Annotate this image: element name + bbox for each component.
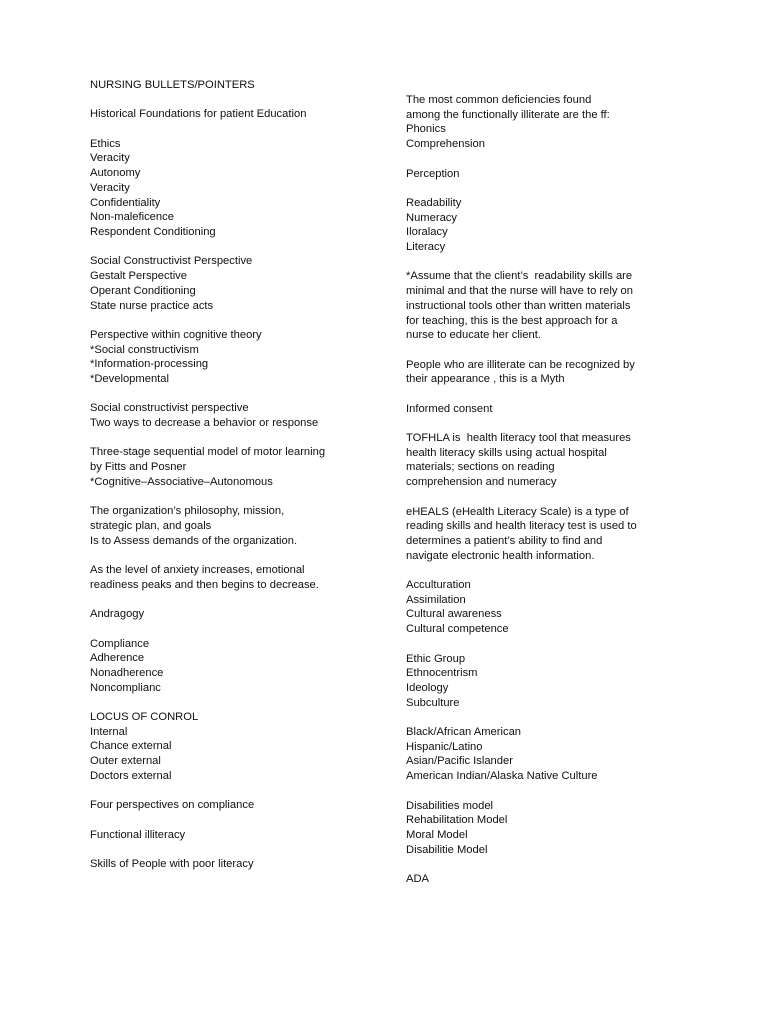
text-line: Black/African American <box>406 726 522 739</box>
text-line: Acculturation <box>406 579 471 592</box>
text-line: readiness peaks and then begins to decrease. <box>90 578 319 591</box>
text-line: Literacy <box>406 241 446 253</box>
blank-line <box>90 313 380 328</box>
text-line: People who are illiterate can be recognized by <box>406 358 635 371</box>
text-line: NURSING BULLETS/POINTERS <box>90 79 255 91</box>
text-line: determines a patient’s ability to find and <box>406 534 603 547</box>
text-line: their appearance , this is a Myth <box>406 373 565 386</box>
text-line: Skills of People with poor literacy <box>90 858 254 871</box>
text-line: Veracity <box>90 181 130 194</box>
text-line: Gestalt Perspective <box>90 270 188 283</box>
blank-line <box>90 695 380 710</box>
blank-line <box>90 592 380 607</box>
text-line: ADA <box>406 873 430 886</box>
blank-line <box>406 416 696 431</box>
text-line: health literacy skills using actual hospital <box>406 446 607 459</box>
text-line: Readability <box>406 196 462 209</box>
text-line: American Indian/Alaska Native Culture <box>406 770 598 783</box>
text-line: Cultural awareness <box>406 608 502 621</box>
text-line: Assimilation <box>406 593 466 606</box>
blank-line <box>406 387 696 402</box>
text-line: Asian/Pacific Islander <box>406 755 513 768</box>
blank-line <box>406 255 696 270</box>
text-line: comprehension and numeracy <box>406 476 557 489</box>
text-line: Veracity <box>90 152 130 165</box>
text-line: *Information-processing <box>90 358 209 371</box>
text-line: Iloralacy <box>406 226 448 239</box>
blank-line <box>406 784 696 799</box>
text-line: strategic plan, and goals <box>90 519 212 532</box>
text-line: The most common deficiencies found <box>406 94 592 106</box>
text-line: reading skills and health literacy test is used to <box>406 520 637 533</box>
blank-line <box>406 710 696 725</box>
text-line: *Assume that the client’s readability skills are <box>406 270 633 283</box>
text-line: Operant Conditioning <box>90 284 196 297</box>
text-line: Four perspectives on compliance <box>90 799 255 812</box>
text-line: Nonadherence <box>90 666 164 679</box>
blank-line <box>406 343 696 358</box>
blank-line <box>406 181 696 196</box>
text-line: materials; sections on reading <box>406 461 555 474</box>
text-line: Chance external <box>90 740 172 753</box>
blank-line <box>90 490 380 505</box>
text-line: Two ways to decrease a behavior or response <box>90 417 319 430</box>
right-column <box>406 93 696 887</box>
text-line: TOFHLA is health literacy tool that measures <box>406 432 631 445</box>
text-line: Adherence <box>90 652 145 665</box>
text-line: Informed consent <box>406 402 493 415</box>
text-line: Confidentiality <box>90 196 161 209</box>
blank-line <box>406 152 696 167</box>
blank-line <box>90 622 380 637</box>
text-line: Social Constructivist Perspective <box>90 255 253 268</box>
text-line: Perception <box>406 167 460 180</box>
blank-line <box>90 813 380 828</box>
text-line: Numeracy <box>406 211 457 224</box>
text-line: Three-stage sequential model of motor learning <box>90 446 326 459</box>
text-line: navigate electronic health information. <box>406 549 595 562</box>
blank-line <box>90 548 380 563</box>
blank-line <box>90 93 380 108</box>
blank-line <box>406 857 696 872</box>
text-line: instructional tools other than written materials <box>406 299 631 312</box>
text-line: *Cognitive–Associative–Autonomous <box>90 475 273 488</box>
text-line: Rehabilitation Model <box>406 814 508 827</box>
text-line: Social constructivist perspective <box>90 402 249 415</box>
text-line: Ethic Group <box>406 652 466 665</box>
text-line: Cultural competence <box>406 623 509 636</box>
text-line: *Social constructivism <box>90 343 199 356</box>
text-line: As the level of anxiety increases, emotional <box>90 564 305 577</box>
text-line: Outer external <box>90 755 161 768</box>
text-line: Historical Foundations for patient Education <box>90 108 307 121</box>
text-line: minimal and that the nurse will have to rely on <box>406 285 633 298</box>
blank-line <box>406 490 696 505</box>
text-line: Moral Model <box>406 828 468 841</box>
text-line: State nurse practice acts <box>90 299 214 312</box>
text-line: Perspective within cognitive theory <box>90 328 262 341</box>
text-line: Non-maleficence <box>90 211 174 224</box>
text-line: Ethnocentrism <box>406 667 478 680</box>
text-line: LOCUS OF CONROL <box>90 711 199 724</box>
text-line: among the functionally illiterate are the ff: <box>406 108 610 121</box>
blank-line <box>90 784 380 799</box>
text-line: Functional illiteracy <box>90 828 186 841</box>
blank-line <box>406 563 696 578</box>
text-line: nurse to educate her client. <box>406 329 541 342</box>
blank-line <box>90 842 380 857</box>
blank-line <box>90 240 380 255</box>
text-line: Compliance <box>90 637 150 650</box>
text-line: Noncomplianc <box>90 681 161 694</box>
text-line: Disabilities model <box>406 799 494 812</box>
blank-line <box>90 122 380 137</box>
text-line: Comprehension <box>406 138 485 151</box>
left-column <box>90 78 380 872</box>
blank-line <box>90 431 380 446</box>
blank-line <box>90 387 380 402</box>
blank-line <box>406 637 696 652</box>
text-line: for teaching, this is the best approach for a <box>406 314 618 327</box>
text-line: Doctors external <box>90 769 172 782</box>
text-line: eHEALS (eHealth Literacy Scale) is a type of <box>406 505 629 518</box>
text-line: Is to Assess demands of the organization. <box>90 534 298 547</box>
text-line: Autonomy <box>90 167 141 180</box>
text-line: Respondent Conditioning <box>90 226 216 238</box>
text-line: Internal <box>90 725 128 738</box>
text-line: Disabilitie Model <box>406 843 488 856</box>
text-line: Ideology <box>406 681 449 694</box>
text-line: Phonics <box>406 123 446 136</box>
text-line: The organization’s philosophy, mission, <box>90 505 285 518</box>
text-line: Andragogy <box>90 608 145 621</box>
text-line: Ethics <box>90 137 121 150</box>
text-line: *Developmental <box>90 373 169 385</box>
text-line: by Fitts and Posner <box>90 461 187 474</box>
text-line: Subculture <box>406 696 460 709</box>
text-line: Hispanic/Latino <box>406 740 483 753</box>
